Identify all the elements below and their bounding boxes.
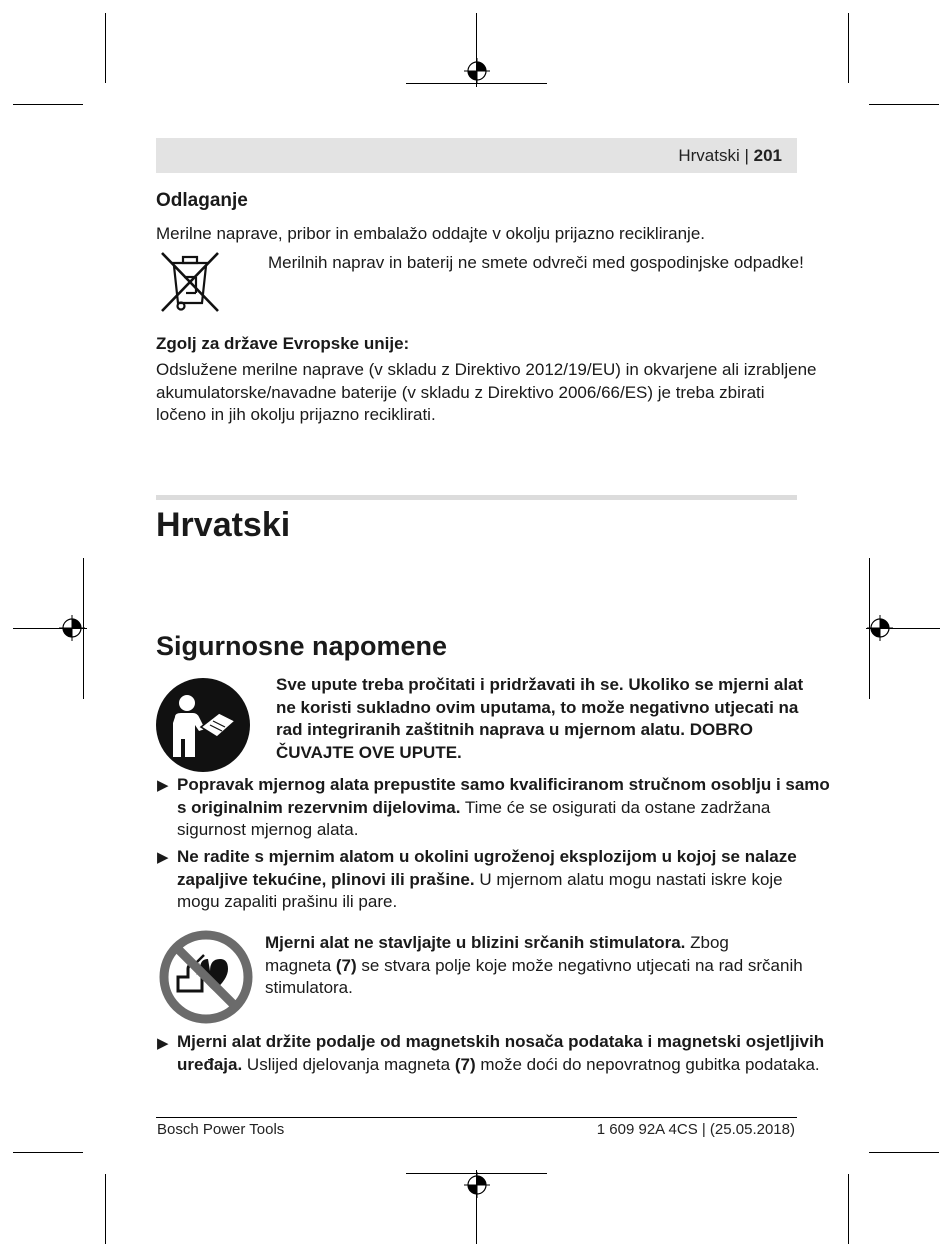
eu-line: Odslužene merilne naprave (v skladu z Direktivo 2012/19/EU) in okvarjene ali izrabljene <box>156 360 817 379</box>
pacemaker-text: se stvara polje koje može negativno utjecati na rad srčanih <box>356 955 803 975</box>
bullet-line <box>177 797 830 820</box>
eu-line: ločeno in jih okolju prijazno reciklirati. <box>156 405 436 424</box>
eu-paragraph <box>156 359 817 427</box>
footer-doc-id: 1 609 92A 4CS | (25.05.2018) <box>596 1121 795 1138</box>
eu-line: akumulatorske/navadne baterije (v skladu z Direktivo 2006/66/ES) je treba zbirati <box>156 382 765 402</box>
crop-mark <box>105 13 106 83</box>
crop-mark <box>13 104 83 105</box>
bullet-text-bold: s originalnim rezervnim dijelovima. <box>177 797 461 817</box>
safety-heading: Sigurnosne napomene <box>156 631 448 661</box>
magnet-ref: (7) <box>454 1054 476 1074</box>
registration-mark-icon <box>464 1172 490 1198</box>
crossed-out-bin-icon <box>156 249 224 317</box>
pacemaker-text-bold: Mjerni alat ne stavljajte u blizini srčanih stimulatora. <box>265 933 686 952</box>
bullet-text: U mjernom alatu mogu nastati iskre koje <box>474 869 783 889</box>
bullet-line <box>177 869 797 892</box>
eu-heading: Zgolj za države Evropske unije: <box>156 334 410 353</box>
bullet-text-bold: uređaja. <box>177 1054 243 1074</box>
bullet-item <box>177 1031 824 1076</box>
read-manual-icon <box>155 677 251 773</box>
page-number: 201 <box>753 146 782 165</box>
section-divider <box>156 495 797 500</box>
bin-warning-text: Merilnih naprav in baterij ne smete odvreči med gospodinjske odpadke! <box>268 253 804 272</box>
crop-mark <box>848 13 849 83</box>
bullet-line <box>177 1054 824 1077</box>
bullet-text-bold: Ne radite s mjernim alatom u okolini ugroženoj eksplozijom u kojoj se nalaze <box>177 847 797 866</box>
registration-mark-icon <box>464 58 490 84</box>
footer-brand: Bosch Power Tools <box>157 1121 285 1138</box>
pacemaker-text: stimulatora. <box>265 978 353 997</box>
bullet-text: Uslijed djelovanja magneta <box>242 1054 455 1074</box>
pacemaker-line <box>265 932 803 955</box>
pacemaker-line <box>265 955 803 978</box>
crop-mark <box>105 1174 106 1244</box>
bullet-text: Time će se osigurati da ostane zadržana <box>460 797 771 817</box>
bullet-text-bold: zapaljive tekućine, plinovi ili prašine. <box>177 869 475 889</box>
section-title: Hrvatski <box>156 506 291 544</box>
crop-mark <box>869 104 939 105</box>
bullet-arrow-icon: ▶ <box>157 849 169 866</box>
header-label <box>678 146 782 166</box>
registration-mark-icon <box>867 615 893 641</box>
intro-line: ČUVAJTE OVE UPUTE. <box>276 742 462 762</box>
bullet-text: sigurnost mjernog alata. <box>177 820 359 839</box>
header-language: Hrvatski <box>678 146 740 165</box>
bullet-text-bold: Popravak mjernog alata prepustite samo kvalificiranom stručnom osoblju i samo <box>177 775 830 794</box>
registration-mark-icon <box>59 615 85 641</box>
magnet-ref: (7) <box>335 955 357 975</box>
pacemaker-text: Zbog <box>685 933 729 952</box>
page-header <box>156 138 797 173</box>
pacemaker-text: magneta <box>265 955 336 975</box>
bullet-text: mogu zapaliti prašinu ili pare. <box>177 892 398 911</box>
bullet-item <box>177 846 797 914</box>
crop-mark <box>13 1152 83 1153</box>
bullet-text: može doći do nepovratnog gubitka podataka. <box>475 1054 820 1074</box>
crop-mark <box>869 1152 939 1153</box>
footer-rule <box>156 1117 797 1118</box>
bullet-arrow-icon: ▶ <box>157 1035 169 1052</box>
intro-line: ne koristi sukladno ovim uputama, to može negativno utjecati na <box>276 697 799 717</box>
pacemaker-paragraph <box>265 932 803 1000</box>
intro-line: rad integriranih zaštitnih naprava u mjernom alatu. DOBRO <box>276 720 754 739</box>
bullet-text-bold: Mjerni alat držite podalje od magnetskih nosača podataka i magnetski osjetljivih <box>177 1032 825 1051</box>
disposal-heading: Odlaganje <box>156 190 248 211</box>
no-pacemaker-icon <box>158 929 254 1025</box>
bullet-arrow-icon: ▶ <box>157 777 169 794</box>
intro-line: Sve upute treba pročitati i pridržavati ih se. Ukoliko se mjerni alat <box>276 675 804 694</box>
intro-paragraph <box>276 674 803 764</box>
header-separator: | <box>739 146 754 165</box>
bullet-item <box>177 774 830 842</box>
disposal-line: Merilne naprave, pribor in embalažo oddajte v okolju prijazno recikliranje. <box>156 224 706 243</box>
crop-mark <box>848 1174 849 1244</box>
